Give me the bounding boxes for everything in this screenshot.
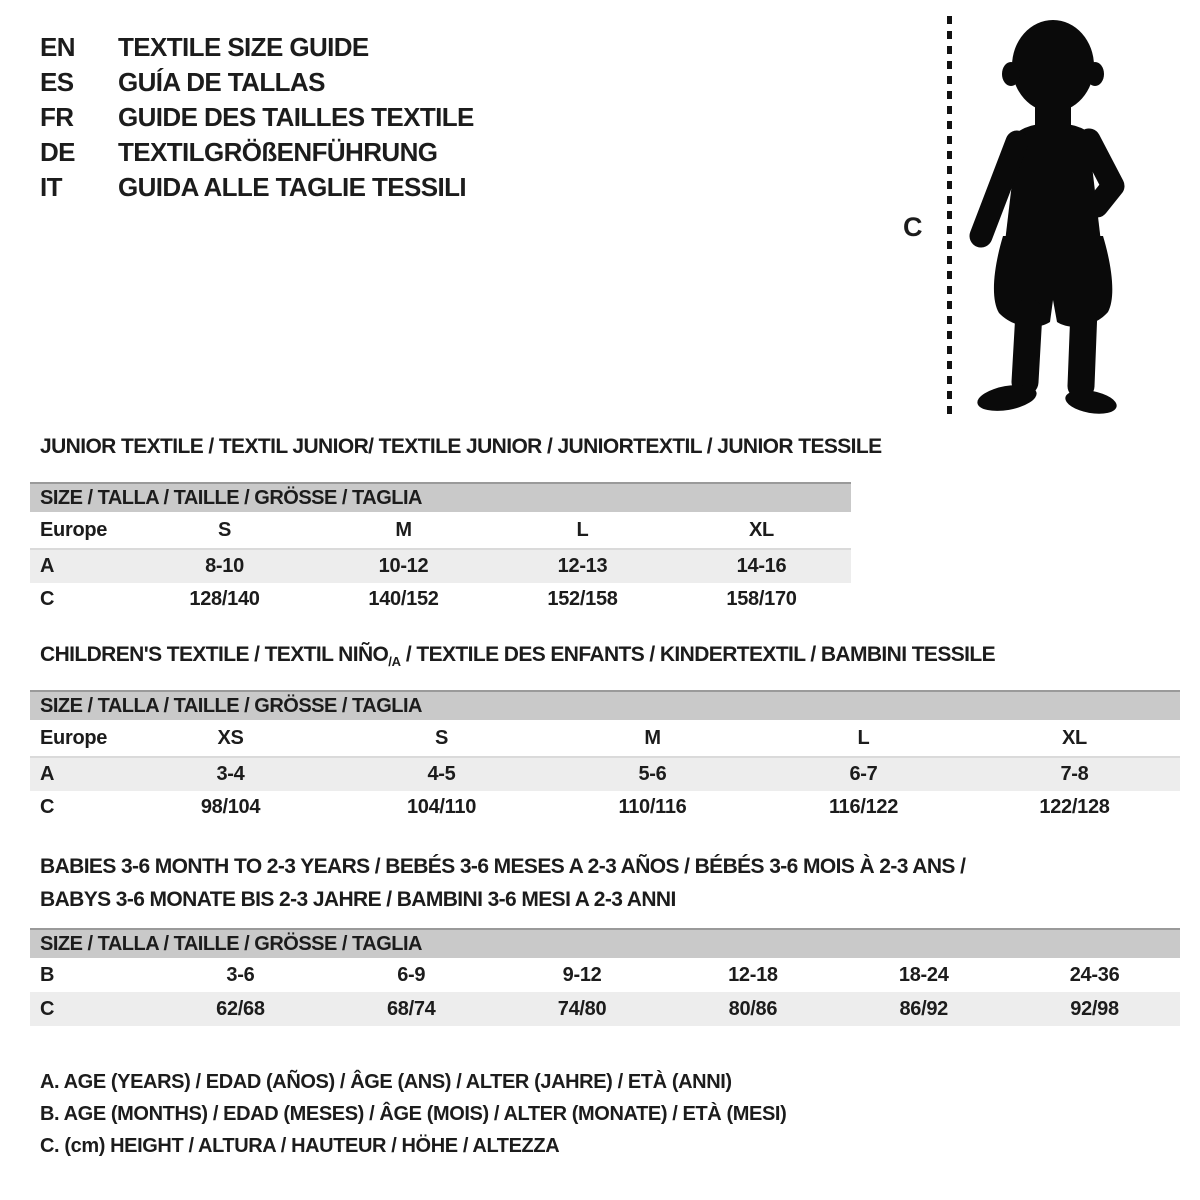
size-table-babies [30, 928, 1180, 1026]
language-label: GUIDA ALLE TAGLIE TESSILI [118, 172, 467, 202]
size-cell: 104/110 [406, 796, 477, 818]
section-title-children [40, 638, 995, 678]
section-title-children-post: / TEXTILE DES ENFANTS / KINDERTEXTIL / BAMBINI TESSILE [400, 643, 996, 666]
row-label: Europe [40, 518, 108, 541]
size-cell: 3-6 [226, 963, 255, 986]
size-cell: 7-8 [1060, 763, 1089, 785]
language-row [40, 135, 474, 170]
size-cell: L [576, 518, 589, 541]
size-cell: 3-4 [216, 763, 245, 785]
size-cell: XL [749, 518, 774, 541]
size-cell: S [217, 518, 232, 541]
language-row [40, 170, 474, 205]
row-label: C [40, 796, 55, 818]
size-table-children [30, 690, 1180, 824]
size-cell: 110/116 [618, 796, 687, 818]
language-label: GUIDE DES TAILLES TEXTILE [118, 102, 474, 132]
size-cell: 80/86 [728, 997, 778, 1020]
size-cell: 12-18 [728, 963, 778, 986]
language-code: ES [40, 67, 74, 97]
size-cell: 5-6 [638, 763, 667, 785]
language-row [40, 65, 474, 100]
size-table-junior [30, 482, 851, 616]
table-row [30, 791, 1180, 824]
size-cell: 12-13 [557, 555, 608, 577]
size-cell: 140/152 [368, 588, 439, 610]
size-cell: 62/68 [216, 997, 265, 1020]
height-dashed-line [947, 16, 952, 416]
size-header: SIZE / TALLA / TAILLE / GRÖSSE / TAGLIA [30, 690, 1180, 720]
language-header [40, 30, 474, 205]
language-code: FR [40, 102, 74, 132]
language-row [40, 100, 474, 135]
size-cell: 8-10 [205, 555, 244, 577]
table-row [30, 583, 851, 616]
size-cell: 116/122 [828, 796, 899, 818]
height-measure-label: C [903, 212, 923, 242]
language-label: GUÍA DE TALLAS [118, 67, 325, 97]
size-header: SIZE / TALLA / TAILLE / GRÖSSE / TAGLIA [30, 482, 851, 512]
section-title-babies-line2: BABYS 3-6 MONATE BIS 2-3 JAHRE / BAMBINI 3-6 MESI A 2-3 ANNI [40, 888, 676, 911]
language-code: EN [40, 32, 75, 62]
size-cell: M [395, 518, 412, 541]
size-cell: 98/104 [200, 796, 261, 818]
size-header: SIZE / TALLA / TAILLE / GRÖSSE / TAGLIA [30, 928, 1180, 958]
section-title-children-pre: CHILDREN'S TEXTILE / TEXTIL NIÑO [40, 643, 389, 666]
size-cell: 74/80 [557, 997, 607, 1020]
table-row [30, 992, 1180, 1026]
table-row [30, 958, 1180, 992]
section-title-babies-line1: BABIES 3-6 MONTH TO 2-3 YEARS / BEBÉS 3-6 MESES A 2-3 AÑOS / BÉBÉS 3-6 MOIS À 2-3 ANS / [40, 855, 966, 878]
footnote: A. AGE (YEARS) / EDAD (AÑOS) / ÂGE (ANS) / ALTER (JAHRE) / ETÀ (ANNI) [40, 1071, 732, 1093]
table-row [30, 550, 851, 583]
size-cell: 86/92 [899, 997, 949, 1020]
size-cell: 152/158 [547, 588, 618, 610]
size-cell: 24-36 [1069, 963, 1120, 986]
size-cell: 9-12 [562, 963, 602, 986]
table-row [30, 512, 851, 550]
section-title-junior: JUNIOR TEXTILE / TEXTIL JUNIOR/ TEXTILE JUNIOR / JUNIORTEXTIL / JUNIOR TESSILE [40, 435, 882, 458]
row-label: B [40, 963, 55, 986]
row-label: C [40, 997, 55, 1020]
size-cell: S [434, 726, 449, 749]
size-cell: 68/74 [386, 997, 436, 1020]
section-title-children-sub: /A [388, 654, 401, 669]
row-label: A [40, 763, 55, 785]
size-cell: 4-5 [427, 763, 456, 785]
size-cell: 10-12 [378, 555, 429, 577]
row-label: A [40, 555, 55, 577]
size-cell: 122/128 [1039, 796, 1110, 818]
size-cell: 14-16 [736, 555, 787, 577]
table-row [30, 758, 1180, 791]
language-row [40, 30, 474, 65]
footnote: B. AGE (MONTHS) / EDAD (MESES) / ÂGE (MOIS) / ALTER (MONATE) / ETÀ (MESI) [40, 1103, 787, 1125]
size-cell: 128/140 [189, 588, 260, 610]
size-cell: XS [217, 726, 244, 749]
size-cell: XL [1062, 726, 1087, 749]
size-cell: L [857, 726, 870, 749]
size-cell: 158/170 [726, 588, 797, 610]
section-title-babies [40, 850, 965, 916]
footnote: C. (cm) HEIGHT / ALTURA / HAUTEUR / HÖHE / ALTEZZA [40, 1135, 560, 1157]
row-label: Europe [40, 726, 108, 749]
size-cell: 92/98 [1070, 997, 1119, 1020]
language-code: IT [40, 172, 62, 202]
size-cell: 18-24 [898, 963, 949, 986]
table-row [30, 720, 1180, 758]
size-cell: 6-7 [849, 763, 878, 785]
language-label: TEXTILGRÖßENFÜHRUNG [118, 137, 438, 167]
size-cell: M [644, 726, 661, 749]
language-label: TEXTILE SIZE GUIDE [118, 32, 369, 62]
row-label: C [40, 588, 55, 610]
language-code: DE [40, 137, 75, 167]
footnotes [40, 1066, 786, 1162]
toddler-silhouette-icon [963, 14, 1133, 414]
size-cell: 6-9 [397, 963, 426, 986]
